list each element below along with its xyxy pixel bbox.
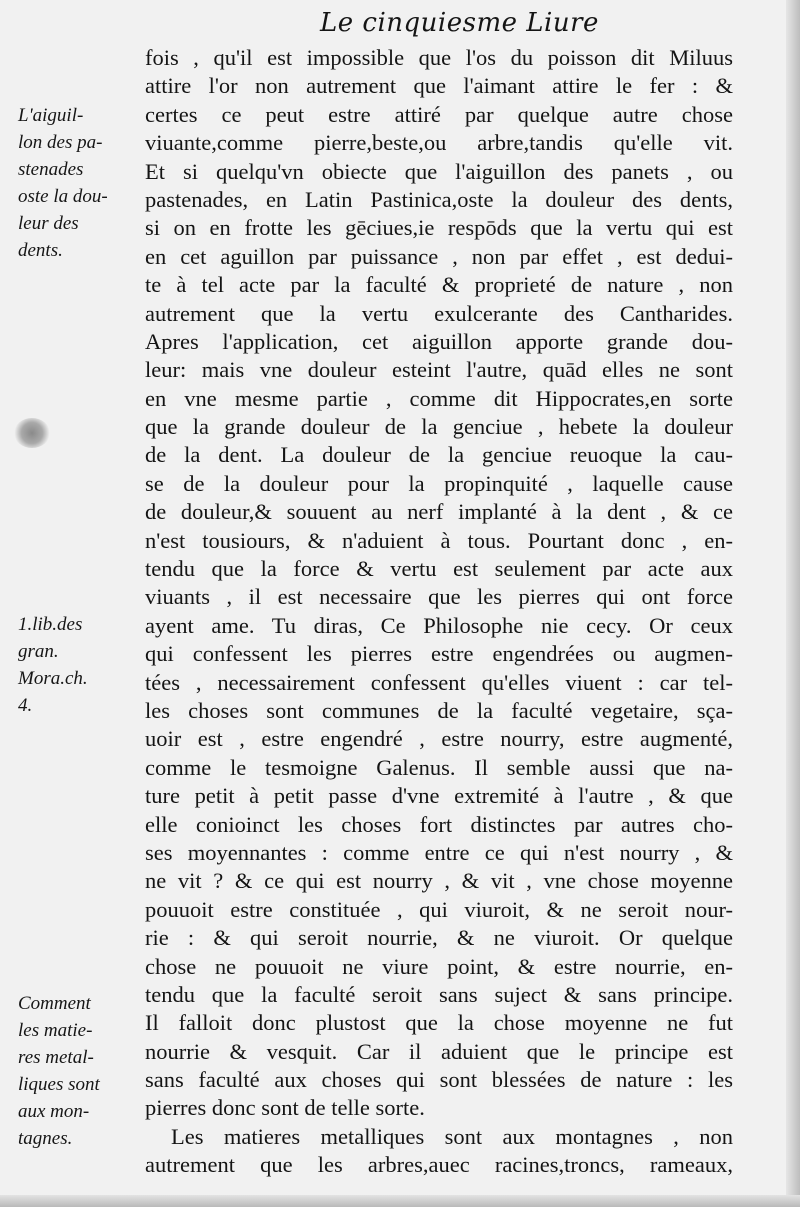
text-line: Il falloit donc plustost que la chose moyenne ne fut: [145, 1010, 733, 1036]
text-line: qui confessent les pierres estre engendrées ou augmen-: [145, 641, 733, 667]
running-head: Le cinquiesme Liure: [320, 8, 599, 38]
margin-note-line: stenades: [18, 159, 84, 180]
margin-note-line: aux mon-: [18, 1101, 90, 1122]
text-line: de douleur,& souuent au nerf implanté à la dent , & ce: [145, 499, 733, 525]
text-line: ayent ame. Tu diras, Ce Philosophe nie cecy. Or ceux: [145, 612, 733, 638]
text-line: n'est tousiours, & n'aduient à tous. Pourtant donc , en-: [145, 527, 733, 553]
margin-note-line: dents.: [18, 240, 63, 261]
text-line: tendu que la faculté seroit sans suject & sans principe.: [145, 981, 733, 1007]
text-line: ture petit à petit passe d'vne extremité à l'autre , & que: [145, 783, 733, 809]
text-line: ne vit ? & ce qui est nourry , & vit , vne chose moyenne: [145, 868, 733, 894]
text-line: les choses sont communes de la faculté vegetaire, sça-: [145, 697, 733, 723]
margin-note-reference: [18, 611, 136, 719]
text-line: se de la douleur pour la propinquité , laquelle cause: [145, 470, 733, 496]
ink-stain: [14, 418, 50, 448]
margin-note-matieres: [18, 990, 136, 1152]
text-line: fois , qu'il est impossible que l'os du poisson dit Miluus: [145, 45, 733, 70]
margin-note-line: res metal-: [18, 1047, 94, 1068]
margin-note-line: 4.: [18, 695, 33, 716]
text-line: Apres l'application, cet aiguillon apporte grande dou-: [145, 328, 733, 354]
text-line: uoir est , estre engendré , estre nourry, estre augmenté,: [145, 726, 733, 752]
text-line: en vne mesme partie , comme dit Hippocrates,en sorte: [145, 385, 733, 411]
text-line: chose ne pouuoit ne viure point, & estre nourrie, en-: [145, 953, 733, 979]
text-line: de la dent. La douleur de la genciue reuoque la cau-: [145, 442, 733, 468]
text-line: nourrie & vesquit. Car il aduient que le principe est: [145, 1038, 733, 1064]
text-line: elle conioinct les choses fort distinctes par autres cho-: [145, 811, 733, 837]
text-line: en cet aguillon par puissance , non par effet , est dedui-: [145, 243, 733, 269]
page-bottom-shadow: [0, 1195, 800, 1207]
text-line: pastenades, en Latin Pastinica,oste la douleur des dents,: [145, 186, 733, 212]
margin-note-aiguillon: [18, 102, 136, 264]
page-edge-shadow: [786, 0, 800, 1207]
text-line: viuante,comme pierre,beste,ou arbre,tandis qu'elle vit.: [145, 130, 733, 156]
text-line: comme le tesmoigne Galenus. Il semble aussi que na-: [145, 754, 733, 780]
text-line: rie : & qui seroit nourrie, & ne viuroit. Or quelque: [145, 925, 733, 951]
margin-note-line: L'aiguil-: [18, 105, 84, 126]
margin-note-line: leur des: [18, 213, 79, 234]
text-line: sans faculté aux choses qui sont blessées de nature : les: [145, 1067, 733, 1093]
text-line: pouuoit estre constituée , qui viuroit, & ne seroit nour-: [145, 896, 733, 922]
text-line: tendu que la force & vertu est seulement par acte aux: [145, 556, 733, 582]
text-line: Les matieres metalliques sont aux montagnes , non: [171, 1123, 733, 1149]
margin-note-line: Comment: [18, 993, 91, 1014]
margin-note-line: tagnes.: [18, 1128, 73, 1149]
text-line: autrement que la vertu exulcerante des Cantharides.: [145, 300, 733, 326]
text-line: leur: mais vne douleur esteint l'autre, quād elles ne sont: [145, 357, 733, 383]
text-line: te à tel acte par la faculté & proprieté de nature , non: [145, 272, 733, 298]
text-line: attire l'or non autrement que l'aimant attire le fer : &: [145, 73, 733, 99]
text-line: tées , necessairement confessent qu'elles viuent : car tel-: [145, 669, 733, 695]
text-line: Et si quelqu'vn obiecte que l'aiguillon des panets , ou: [145, 158, 733, 184]
margin-note-line: liques sont: [18, 1074, 100, 1095]
text-line: si on en frotte les gēciues,ie respōds que la vertu qui est: [145, 215, 733, 241]
margin-note-line: oste la dou-: [18, 186, 108, 207]
text-line: viuants , il est necessaire que les pierres qui ont force: [145, 584, 733, 610]
margin-note-line: 1.lib.des: [18, 614, 83, 635]
margin-note-line: lon des pa-: [18, 132, 103, 153]
margin-note-line: Mora.ch.: [18, 668, 88, 689]
text-line: ses moyennantes : comme entre ce qui n'est nourry , &: [145, 839, 733, 865]
text-line: pierres donc sont de telle sorte.: [145, 1095, 425, 1121]
text-line: autrement que les arbres,auec racines,troncs, rameaux,: [145, 1152, 733, 1178]
text-line: que la grande douleur de la genciue , hebete la douleur: [145, 414, 733, 440]
text-line: certes ce peut estre attiré par quelque autre chose: [145, 101, 733, 127]
margin-note-line: les matie-: [18, 1020, 93, 1041]
margin-note-line: gran.: [18, 641, 59, 662]
body-text: [145, 44, 733, 1180]
